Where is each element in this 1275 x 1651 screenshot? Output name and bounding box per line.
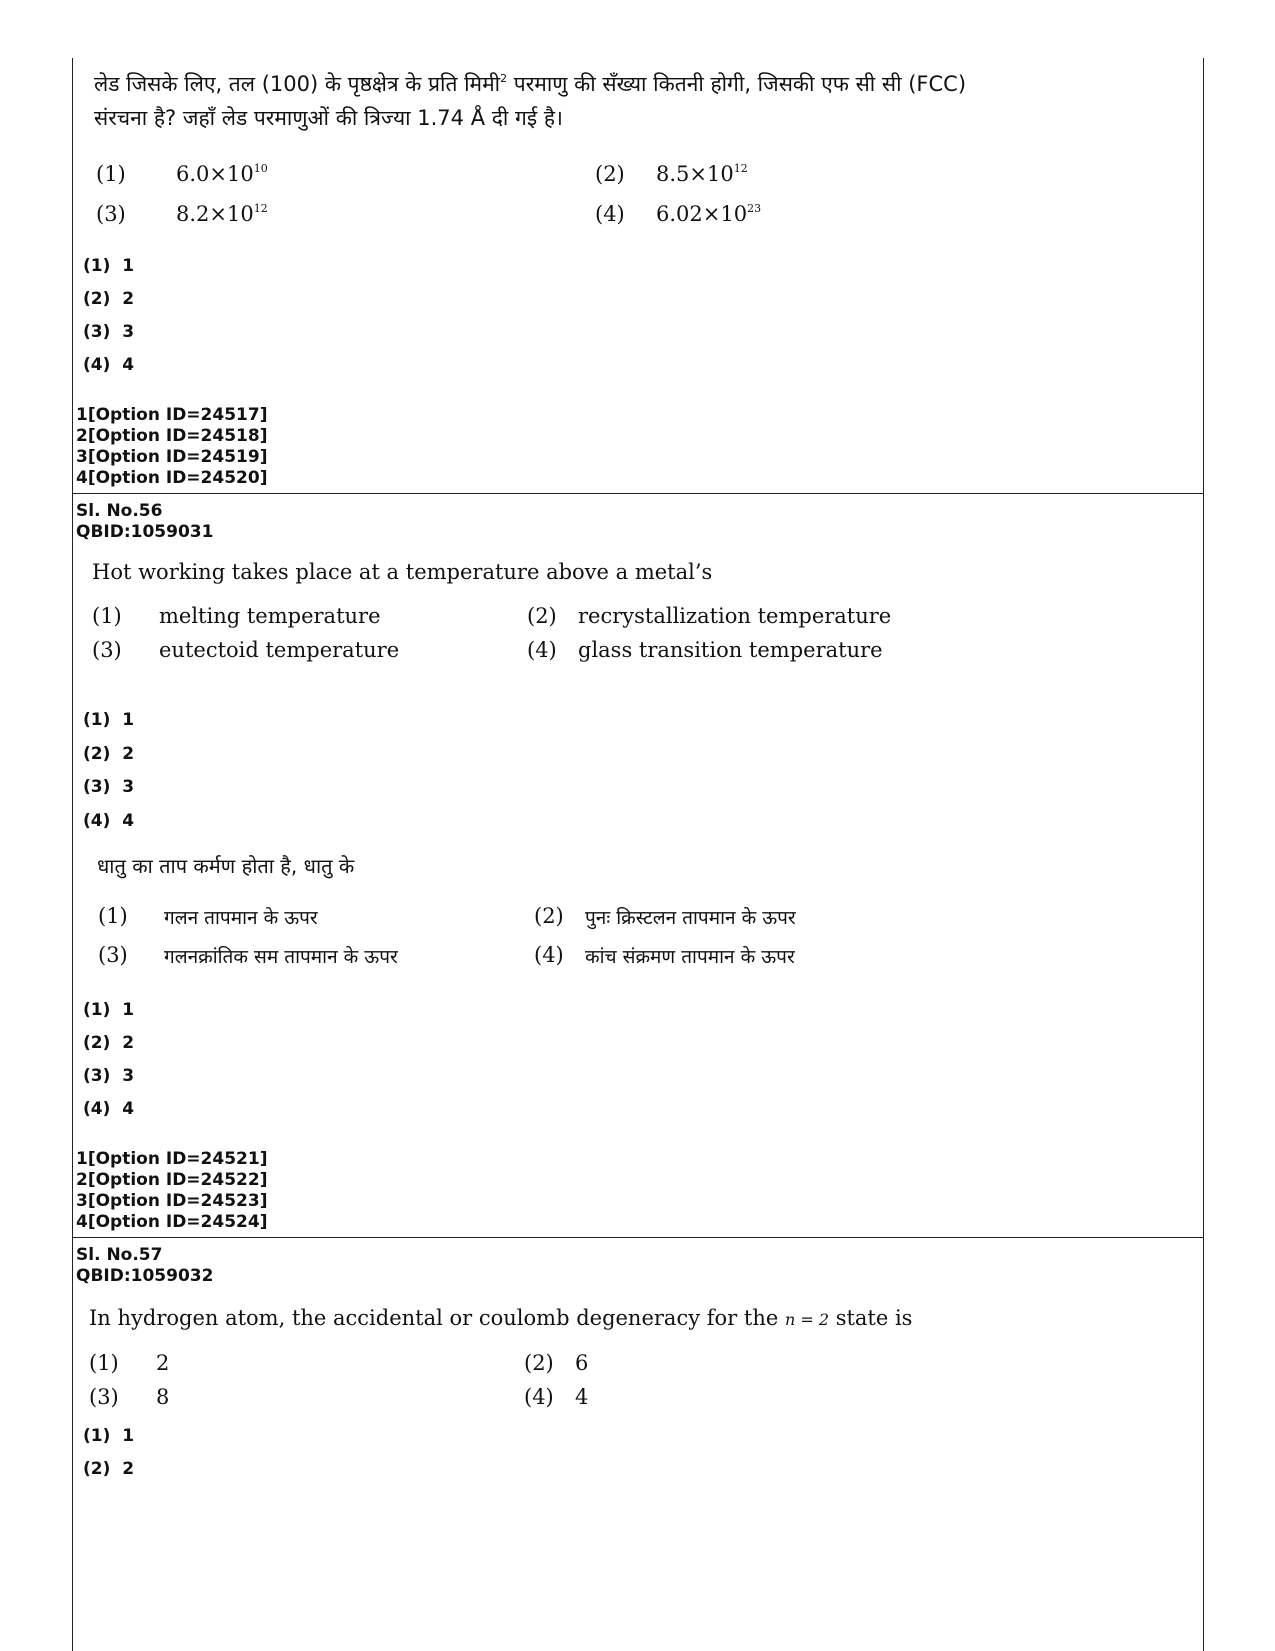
option-number: (4) <box>524 1385 554 1409</box>
option-id: 2[Option ID=24518] <box>76 426 268 446</box>
answer-choice[interactable]: (3) 3 <box>83 777 135 797</box>
option-value <box>176 202 268 226</box>
option-base: 8.5×10 <box>656 162 734 186</box>
option-label: melting temperature <box>159 604 381 628</box>
option-number: (3) <box>96 202 126 226</box>
question-bank-id: QBID:1059032 <box>76 1266 214 1286</box>
question-text <box>89 1306 912 1330</box>
answer-choice[interactable]: (1) 1 <box>83 256 135 276</box>
option-base: 6.02×10 <box>656 202 748 226</box>
question-bank-id: QBID:1059031 <box>76 522 214 542</box>
option-exponent: 12 <box>253 202 268 215</box>
option-id: 2[Option ID=24522] <box>76 1170 268 1190</box>
option-label: eutectoid temperature <box>159 638 400 662</box>
option-label: गलन तापमान के ऊपर <box>164 907 318 929</box>
option-label: glass transition temperature <box>578 638 883 662</box>
option-label: कांच संक्रमण तापमान के ऊपर <box>585 946 795 968</box>
option-number: (4) <box>595 202 625 226</box>
serial-number: Sl. No.56 <box>76 501 163 521</box>
option-id: 1[Option ID=24521] <box>76 1149 268 1169</box>
question-text-hindi: धातु का ताप कर्मण होता है, धातु के <box>97 854 355 878</box>
option-number: (2) <box>524 1351 554 1375</box>
option-exponent: 10 <box>253 162 268 175</box>
option-id: 3[Option ID=24519] <box>76 447 268 467</box>
option-number: (3) <box>92 638 122 662</box>
option-number: (1) <box>96 162 126 186</box>
separator-q55-q56 <box>72 493 1204 494</box>
answer-choice[interactable]: (3) 3 <box>83 322 135 342</box>
option-value <box>656 202 761 226</box>
answer-choice[interactable]: (4) 4 <box>83 1099 135 1119</box>
option-exponent: 12 <box>733 162 748 175</box>
answer-choice[interactable]: (2) 2 <box>83 1459 135 1479</box>
separator-q56-q57 <box>72 1237 1204 1238</box>
option-id: 4[Option ID=24524] <box>76 1212 268 1232</box>
option-label: पुनः क्रिस्टलन तापमान के ऊपर <box>585 907 796 929</box>
option-number: (3) <box>98 943 128 967</box>
option-number: (4) <box>534 943 564 967</box>
option-label: 4 <box>575 1385 589 1409</box>
answer-choice[interactable]: (1) 1 <box>83 1426 135 1446</box>
option-base: 8.2×10 <box>176 202 254 226</box>
option-number: (2) <box>534 904 564 928</box>
answer-choice[interactable]: (2) 2 <box>83 1033 135 1053</box>
answer-choice[interactable]: (2) 2 <box>83 744 135 764</box>
option-id: 1[Option ID=24517] <box>76 405 268 425</box>
option-number: (1) <box>92 604 122 628</box>
option-label: recrystallization temperature <box>578 604 892 628</box>
serial-number: Sl. No.57 <box>76 1245 163 1265</box>
answer-choice[interactable]: (1) 1 <box>83 710 135 730</box>
option-number: (1) <box>98 904 128 928</box>
option-number: (3) <box>89 1385 119 1409</box>
option-id: 3[Option ID=24523] <box>76 1191 268 1211</box>
option-number: (1) <box>89 1351 119 1375</box>
question-text-line2: संरचना है? जहाँ लेड परमाणुओं की त्रिज्या 1.74 Å दी गई है। <box>94 106 563 130</box>
option-value <box>176 162 268 186</box>
answer-choice[interactable]: (1) 1 <box>83 1000 135 1020</box>
question-text-english: Hot working takes place at a temperature above a metal’s <box>92 560 713 584</box>
answer-choice[interactable]: (4) 4 <box>83 811 135 831</box>
option-number: (2) <box>595 162 625 186</box>
superscript: 2 <box>500 72 508 85</box>
option-base: 6.0×10 <box>176 162 254 186</box>
question-text-part: परमाणु की सँख्या कितनी होगी, जिसकी एफ सी सी (FCC) <box>507 72 967 96</box>
answer-choice[interactable]: (4) 4 <box>83 355 135 375</box>
question-text-part: state is <box>829 1306 913 1330</box>
option-exponent: 23 <box>747 202 762 215</box>
math-expression: n = 2 <box>784 1310 830 1329</box>
question-text-part: लेड जिसके लिए, तल (100) के पृष्ठक्षेत्र के प्रति मिमी <box>94 72 501 96</box>
option-label: 8 <box>156 1385 170 1409</box>
question-text-line1 <box>94 70 966 98</box>
option-label: गलनक्रांतिक सम तापमान के ऊपर <box>164 946 398 968</box>
option-value <box>656 162 748 186</box>
option-number: (4) <box>527 638 557 662</box>
option-label: 6 <box>575 1351 589 1375</box>
option-id: 4[Option ID=24520] <box>76 468 268 488</box>
option-label: 2 <box>156 1351 170 1375</box>
option-number: (2) <box>527 604 557 628</box>
answer-choice[interactable]: (3) 3 <box>83 1066 135 1086</box>
answer-choice[interactable]: (2) 2 <box>83 289 135 309</box>
question-text-part: In hydrogen atom, the accidental or coulomb degeneracy for the <box>89 1306 785 1330</box>
